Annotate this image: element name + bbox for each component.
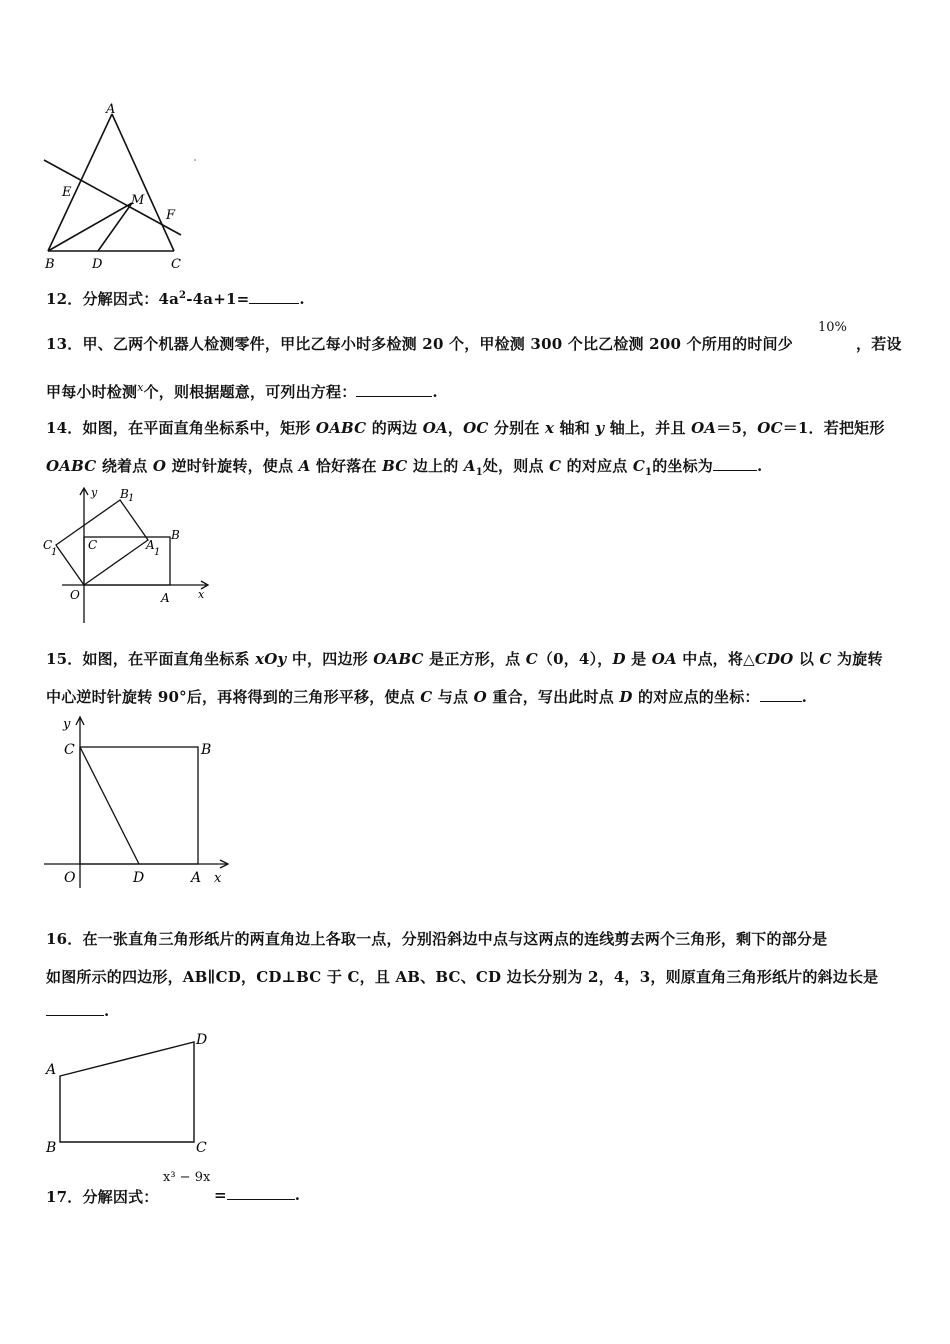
question-13-line2 (46, 381, 438, 402)
q14-t7: 分别在 (488, 419, 545, 437)
segment-DM (98, 203, 132, 251)
q15-u7: 的对应点的坐标： (632, 688, 760, 706)
label-C1-sub: 1 (51, 547, 58, 558)
q15-t7: （0，4）， (537, 650, 613, 668)
label-D: D (133, 870, 145, 886)
label-y: y (63, 717, 71, 732)
label-A: A (191, 870, 202, 886)
q15-t2: xOy (255, 650, 287, 668)
q16-number: 16． (46, 930, 83, 948)
q15-t15: 为旋转 (831, 650, 883, 668)
question-14-line2 (46, 455, 762, 478)
q14-u12: C (549, 457, 562, 475)
question-16-line2 (46, 966, 878, 987)
q15-t4: OABC (373, 650, 424, 668)
q14-t12: OA (691, 419, 717, 437)
q14-t6: OC (463, 419, 489, 437)
label-A1-sub: 1 (154, 547, 161, 558)
label-B: B (201, 742, 212, 758)
q12-number: 12． (46, 290, 83, 308)
q15-t1: 如图，在平面直角坐标系 (82, 650, 256, 668)
label-A: A (106, 102, 116, 117)
q16-period: . (104, 1002, 110, 1020)
q17-answer-blank (227, 1187, 295, 1200)
q14-t3: 的两边 (366, 419, 423, 437)
q15-t9: 是 (625, 650, 652, 668)
q12-superscript: 2 (179, 290, 187, 301)
label-C: C (196, 1140, 207, 1156)
label-D: D (196, 1032, 208, 1048)
q15-answer-blank (760, 689, 802, 702)
question-15-line1 (46, 648, 883, 669)
q15-period: . (801, 688, 808, 706)
q13-answer-blank (356, 384, 432, 397)
label-A: A (161, 591, 170, 605)
q13-period: . (432, 383, 438, 401)
q17-period: . (294, 1186, 301, 1204)
rotated-rectangle-figure-q14 (40, 485, 215, 625)
label-O: O (64, 870, 76, 886)
q14-u9: A (463, 457, 476, 475)
segment-CD (80, 747, 139, 864)
label-x: x (214, 871, 222, 886)
q14-t13: ＝5， (716, 419, 758, 437)
stray-dot (194, 159, 196, 161)
q15-u6: D (619, 688, 633, 706)
q13-text: 甲、乙两个机器人检测零件，甲比乙每小时多检测 20 个，甲检测 300 个比乙检测 200 个所用的时间少 (82, 335, 793, 353)
q15-u4: O (473, 688, 487, 706)
label-C: C (171, 257, 181, 272)
q14-t9: 轴和 (554, 419, 596, 437)
q13-percent: 10% (818, 320, 847, 335)
q14-u15: 1 (645, 467, 653, 478)
q15-t10: OA (651, 650, 677, 668)
question-17 (46, 1186, 159, 1207)
side-AB (48, 114, 112, 251)
triangle-figure-q11 (40, 100, 210, 275)
q14-u16: 的坐标为 (652, 457, 714, 475)
q14-u2: 绕着点 (96, 457, 153, 475)
q14-t11: 轴上，并且 (604, 419, 692, 437)
label-E: E (62, 185, 72, 200)
q17-equals: = (214, 1186, 227, 1204)
q16-text-1: 在一张直角三角形纸片的两直角边上各取一点，分别沿斜边中点与这两点的连线剪去两个三角形，剩下的部分是 (82, 930, 828, 948)
label-C: C (88, 538, 98, 552)
label-M: M (131, 193, 145, 208)
q14-u13: 的对应点 (561, 457, 633, 475)
q14-u6: 恰好落在 (310, 457, 383, 475)
q17-text: 分解因式： (82, 1188, 159, 1206)
q15-t13: 以 (793, 650, 820, 668)
label-x: x (198, 588, 205, 601)
q12-text-b: -4a+1= (186, 290, 250, 308)
q12-text: 分解因式：4a (82, 290, 180, 308)
question-16-line3 (46, 1002, 109, 1020)
q13-variable: x (137, 381, 144, 394)
q14-u3: O (152, 457, 167, 475)
q14-t10: y (595, 419, 605, 437)
q17-number: 17． (46, 1188, 83, 1206)
q14-u10: 1 (475, 467, 483, 478)
q16-text-2: 如图所示的四边形，AB∥CD，CD⊥BC 于 C，且 AB、BC、CD 边长分别为 2，4，3，则原直角三角形纸片的斜边长是 (46, 968, 879, 986)
q14-t1: 如图，在平面直角坐标系中，矩形 (82, 419, 316, 437)
label-F: F (166, 208, 176, 223)
label-D: D (92, 257, 103, 272)
label-O: O (70, 588, 80, 602)
q12-period: . (299, 290, 305, 308)
q12-answer-blank (249, 291, 299, 304)
quadrilateral-ABCD (60, 1042, 194, 1142)
q14-t15: ＝1．若把矩形 (782, 419, 885, 437)
q14-u14: C (632, 457, 646, 475)
label-A: A (46, 1062, 57, 1078)
q14-period: . (757, 457, 763, 475)
label-B: B (171, 528, 180, 542)
q15-t12: CDO (754, 650, 794, 668)
q15-t14: C (819, 650, 832, 668)
q15-u2: C (420, 688, 433, 706)
label-B1-sub: 1 (128, 493, 135, 504)
q17-answer (214, 1186, 300, 1204)
q15-number: 15． (46, 650, 83, 668)
segment-BM (48, 203, 132, 251)
question-14-line1 (46, 417, 885, 438)
label-B1: B (120, 487, 129, 501)
q14-t14: OC (757, 419, 783, 437)
q15-u3: 与点 (432, 688, 474, 706)
q13-line1-end: ，若设 (856, 335, 902, 353)
rectangle-OA1B1C1 (56, 500, 148, 585)
question-16-line1 (46, 928, 827, 949)
q14-u4: 逆时针旋转，使点 (166, 457, 299, 475)
q14-t8: x (544, 419, 555, 437)
q14-t4: OA (422, 419, 448, 437)
square-figure-q15 (40, 712, 240, 890)
q14-u7: BC (382, 457, 408, 475)
q14-u8: 边上的 (407, 457, 464, 475)
q14-t2: OABC (315, 419, 367, 437)
q14-number: 14． (46, 419, 83, 437)
label-y: y (91, 486, 98, 499)
question-15-line2 (46, 686, 807, 707)
q13-number: 13． (46, 335, 83, 353)
square-OABC (80, 747, 198, 864)
q15-t3: 中，四边形 (286, 650, 374, 668)
q14-u11: 处，则点 (482, 457, 550, 475)
q15-t8: D (612, 650, 626, 668)
q15-t11: 中点，将△ (676, 650, 755, 668)
quadrilateral-figure-q16 (42, 1028, 217, 1158)
label-C1: C (43, 538, 53, 552)
q14-u1: OABC (46, 457, 97, 475)
label-B: B (45, 257, 55, 272)
q13-text-2b: 个，则根据题意，可列出方程： (143, 383, 357, 401)
q15-u5: 重合，写出此时点 (486, 688, 620, 706)
label-B: B (46, 1140, 57, 1156)
q15-t5: 是正方形，点 (423, 650, 526, 668)
question-13-line1 (46, 333, 793, 354)
label-C: C (64, 742, 75, 758)
side-AC (112, 114, 174, 251)
q14-t5: ， (447, 419, 464, 437)
q14-answer-blank (713, 458, 757, 471)
q14-u5: A (298, 457, 311, 475)
question-12 (46, 288, 305, 309)
label-A1: A (146, 538, 155, 552)
q13-text-2a: 甲每小时检测 (46, 383, 138, 401)
q15-t6: C (525, 650, 538, 668)
q16-answer-blank (46, 1003, 104, 1016)
q15-u1: 中心逆时针旋转 90°后，再将得到的三角形平移，使点 (46, 688, 421, 706)
q17-expression: x³ − 9x (163, 1170, 211, 1185)
